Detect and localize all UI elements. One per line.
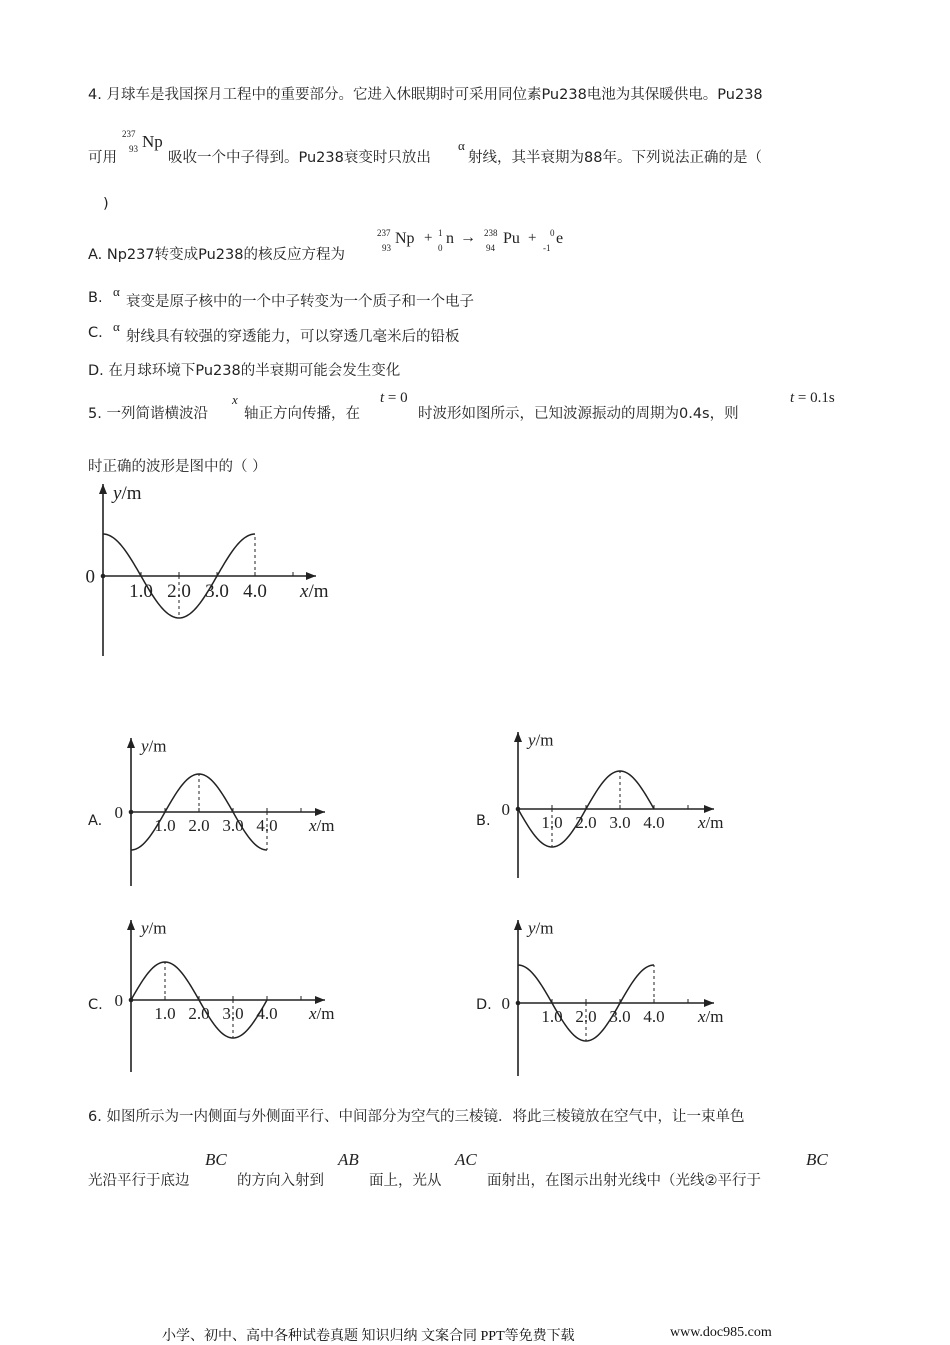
q4-nuclear-equation <box>374 226 574 258</box>
x-tick-label: 4.0 <box>643 813 665 832</box>
y-axis-arrow <box>514 920 522 930</box>
x-tick-label: 4.0 <box>256 816 278 835</box>
option-d-label: D. <box>476 997 492 1013</box>
q6-stem-line1: 6. 如图所示为一内侧面与外侧面平行、中间部分为空气的三棱镜．将此三棱镜放在空气中，让一束单色 <box>88 1109 745 1125</box>
q4-option-c-label: C. <box>88 325 103 341</box>
q4-option-b-alpha: α <box>113 284 120 299</box>
main-wave-graph <box>80 480 340 660</box>
y-axis-label: y/m <box>141 918 167 938</box>
x-tick-label: 3.0 <box>609 813 631 832</box>
footer-text: 小学、初中、高中各种试卷真题 知识归纳 文案合同 PPT等免费下载 <box>162 1329 575 1344</box>
q5-time-later: t = 0.1s <box>790 390 835 406</box>
option-b-label: B. <box>476 813 491 829</box>
eq-pu-atomic: 94 <box>486 243 495 253</box>
option-b-wave-graph[interactable] <box>492 726 732 881</box>
option-c-wave-graph[interactable] <box>105 912 345 1074</box>
q6-stem-line2-b: 的方向入射到 <box>237 1173 324 1189</box>
x-tick-label: 3.0 <box>609 1007 631 1026</box>
eq-e: e <box>556 230 564 247</box>
x-tick-label: 2.0 <box>167 581 191 602</box>
origin-label: 0 <box>501 993 510 1013</box>
x-tick-label: 4.0 <box>256 1004 278 1023</box>
eq-n: n <box>446 230 454 247</box>
np-mass-number: 237 <box>122 129 136 139</box>
q4-stem-line2-start: 可用 <box>88 150 117 166</box>
q6-ac-label: AC <box>455 1150 477 1169</box>
q4-stem-line2-mid: 吸收一个中子得到。Pu238衰变时只放出 <box>168 150 431 166</box>
eq-np: Np <box>395 230 415 247</box>
x-tick-label: 3.0 <box>205 581 229 602</box>
q6-bc-label-2: BC <box>806 1150 828 1169</box>
eq-n-mass: 1 <box>438 228 443 238</box>
np-nuclide <box>120 130 170 160</box>
x-axis-arrow <box>704 805 714 813</box>
q5-time-zero: t = 0 <box>380 390 408 406</box>
origin-dot <box>516 1001 521 1006</box>
eq-arrow: → <box>460 229 476 246</box>
q5-stem-line2: 时正确的波形是图中的（ ） <box>88 459 267 475</box>
q6-stem-line2-c: 面上，光从 <box>369 1173 442 1189</box>
q4-option-a-text: A. Np237转变成Pu238的核反应方程为 <box>88 247 345 263</box>
q4-option-b-text: 衰变是原子核中的一个中子转变为一个质子和一个电子 <box>126 294 474 310</box>
q5-stem-line1-mid: 轴正方向传播，在 <box>244 406 360 422</box>
np-symbol: Np <box>142 132 163 151</box>
x-axis-arrow <box>315 996 325 1004</box>
x-tick-label: 3.0 <box>222 1004 244 1023</box>
np-atomic-number: 93 <box>129 144 138 154</box>
q5-stem-line1-end: 时波形如图所示，已知波源振动的周期为0.4s，则 <box>418 406 739 422</box>
x-axis-label: x/m <box>309 1004 335 1023</box>
origin-dot <box>101 574 106 579</box>
x-axis-label: x/m <box>300 581 329 602</box>
eq-n-atomic: 0 <box>438 243 443 253</box>
y-axis-arrow <box>99 484 107 494</box>
y-axis-arrow <box>127 738 135 748</box>
q4-option-c-alpha: α <box>113 319 120 334</box>
x-tick-label: 4.0 <box>243 581 267 602</box>
eq-plus-2: + <box>528 230 537 246</box>
x-axis-arrow <box>315 808 325 816</box>
option-a-label: A. <box>88 813 103 829</box>
eq-pu: Pu <box>503 230 520 247</box>
y-axis-arrow <box>514 732 522 742</box>
q6-stem-line2-d: 面射出，在图示出射光线中（光线②平行于 <box>487 1173 761 1189</box>
origin-label: 0 <box>85 566 95 588</box>
x-tick-label: 2.0 <box>575 813 597 832</box>
q4-stem-line3: ) <box>103 196 109 212</box>
x-axis-label: x/m <box>309 816 335 835</box>
x-axis-label: x/m <box>698 813 724 832</box>
eq-e-atomic: -1 <box>543 243 551 253</box>
q4-option-d-text: D. 在月球环境下Pu238的半衰期可能会发生变化 <box>88 363 401 379</box>
q5-x-variable: x <box>232 392 238 407</box>
x-tick-label: 2.0 <box>188 1004 210 1023</box>
option-c-label: C. <box>88 997 103 1013</box>
x-tick-label: 1.0 <box>154 816 176 835</box>
origin-dot <box>129 810 134 815</box>
y-axis-label: y/m <box>113 483 142 505</box>
x-tick-label: 1.0 <box>154 1004 176 1023</box>
y-axis-arrow <box>127 920 135 930</box>
x-tick-label: 2.0 <box>188 816 210 835</box>
y-axis-label: y/m <box>528 918 554 938</box>
x-tick-label: 2.0 <box>575 1007 597 1026</box>
q4-stem-line2-end: 射线，其半衰期为88年。下列说法正确的是（ <box>468 150 762 166</box>
origin-label: 0 <box>114 990 123 1010</box>
eq-np-atomic: 93 <box>382 243 391 253</box>
y-axis-label: y/m <box>141 736 167 756</box>
x-tick-label: 1.0 <box>541 1007 563 1026</box>
q6-bc-label-1: BC <box>205 1150 227 1169</box>
y-axis-label: y/m <box>528 730 554 750</box>
origin-label: 0 <box>114 802 123 822</box>
eq-plus-1: + <box>424 230 433 246</box>
q5-stem-line1-start: 5. 一列简谐横波沿 <box>88 406 208 422</box>
footer-url[interactable]: www.doc985.com <box>670 1325 772 1340</box>
eq-np-mass: 237 <box>377 228 391 238</box>
eq-e-mass: 0 <box>550 228 555 238</box>
q4-option-c-text: 射线具有较强的穿透能力，可以穿透几毫米后的铅板 <box>126 329 460 345</box>
x-axis-arrow <box>704 999 714 1007</box>
option-d-wave-graph[interactable] <box>492 914 732 1079</box>
x-tick-label: 1.0 <box>541 813 563 832</box>
eq-pu-mass: 238 <box>484 228 498 238</box>
x-tick-label: 4.0 <box>643 1007 665 1026</box>
option-a-wave-graph[interactable] <box>105 730 345 890</box>
q4-stem-line1: 4. 月球车是我国探月工程中的重要部分。它进入休眠期时可采用同位素Pu238电池为其保暖供电。Pu238 <box>88 87 763 103</box>
x-tick-label: 1.0 <box>129 581 153 602</box>
x-tick-label: 3.0 <box>222 816 244 835</box>
q4-option-b-label: B. <box>88 290 103 306</box>
x-axis-arrow <box>306 572 316 580</box>
q6-ab-label: AB <box>338 1150 359 1169</box>
q6-stem-line2-start: 光沿平行于底边 <box>88 1173 190 1189</box>
alpha-symbol: α <box>458 138 465 153</box>
x-axis-label: x/m <box>698 1007 724 1026</box>
origin-label: 0 <box>501 799 510 819</box>
